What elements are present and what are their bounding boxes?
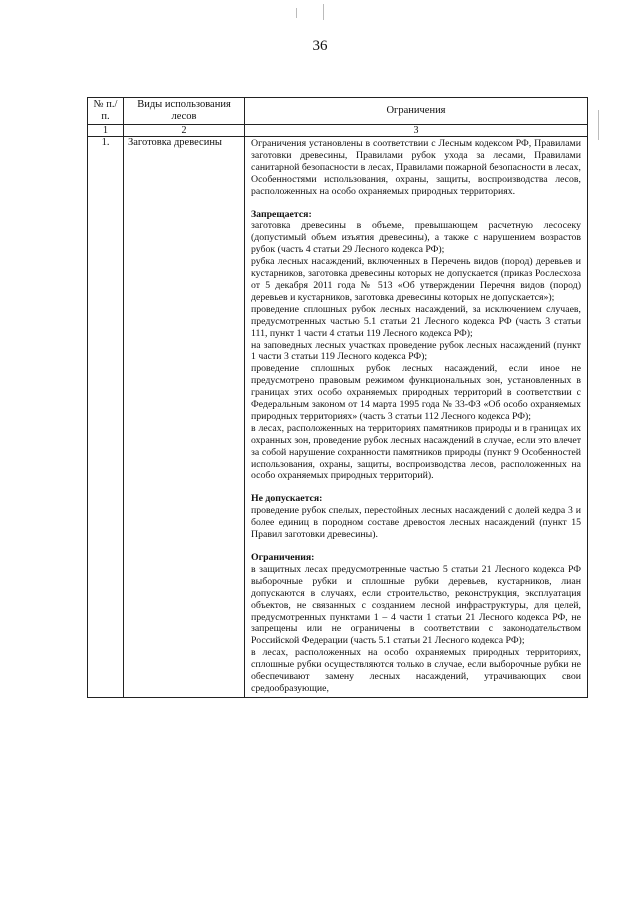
scan-artifact xyxy=(598,110,599,140)
page-number: 36 xyxy=(312,38,328,54)
header-number: № п./п. xyxy=(88,98,124,125)
column-number: 1 xyxy=(88,125,124,137)
not-allowed-text: проведение рубок спелых, перестойных лесных насаждений с долей кедра 3 и более единиц в породном составе древостоя лесных насаждений (пункт 15 Правил заготовки древесины). xyxy=(251,505,581,541)
prohibited-item: в лесах, расположенных на территориях памятников природы и в границах их охранных зон, проведение рубок лесных насаждений в случае, если это влечет за собой нарушение сохранности памятников природы (пункт 9 Особенностей использования, охраны, защиты, воспроизводства лесов, расположенных на особо охраняемых природных территорий). xyxy=(251,422,581,482)
row-forest-use-kind: Заготовка древесины xyxy=(124,137,245,698)
prohibited-item: на заповедных лесных участках проведение рубок лесных насаждений (пункт 1 части 3 статьи 119 Лесного кодекса РФ); xyxy=(251,339,581,363)
not-allowed-heading: Не допускается: xyxy=(251,493,323,505)
header-restrictions: Ограничения xyxy=(245,98,588,125)
prohibited-item: заготовка древесины в объеме, превышающем расчетную лесосеку (допустимый объем изъятия древесины), а также с нарушением возрастов рубок (часть 4 статьи 29 Лесного кодекса РФ); xyxy=(251,220,581,256)
header-forest-use-kind: Виды использования лесов xyxy=(124,98,245,125)
prohibited-item: проведение сплошных рубок лесных насаждений, если иное не предусмотрено правовым режимом функциональных зон, установленных в границах этих особо охраняемых природных территорий в соответствии с Федеральным законом от 14 марта 1995 года № 33-ФЗ «Об особо охраняемых природных территориях» (часть 3 статьи 112 Лесного кодекса РФ); xyxy=(251,363,581,422)
column-number: 2 xyxy=(124,125,245,137)
column-number-row xyxy=(88,125,588,137)
restrictions-item: в защитных лесах предусмотренные частью 5 статьи 21 Лесного кодекса РФ выборочные рубки и сплошные рубки деревьев, кустарников, лиан допускаются в случаях, если строительство, реконструкция, эксплуатация объектов, не связанных с созданием лесной инфраструктуры, для целей, предусмотренных пунктами 1 – 4 части 1 статьи 21 Лесного кодекса РФ, не запрещены или не ограничены в соответствии с законодательством Российской Федерации (часть 5.1 статьи 21 Лесного кодекса РФ); xyxy=(251,563,581,647)
prohibited-heading: Запрещается: xyxy=(251,208,312,220)
prohibited-item: проведение сплошных рубок лесных насаждений, за исключением случаев, предусмотренных частью 5.1 статьи 21 Лесного кодекса РФ (часть 3 статьи 111, пункт 1 части 4 статьи 119 Лесного кодекса РФ); xyxy=(251,303,581,339)
column-number: 3 xyxy=(245,125,588,137)
intro-paragraph: Ограничения установлены в соответствии с Лесным кодексом РФ, Правилами заготовки древесины, Правилами рубок ухода за лесами, Правилами санитарной безопасности в лесах, Правилами пожарной безопасности в лесах, Особенностями использования, охраны, защиты, воспроизводства лесов, расположенных на особо охраняемых природных территориях. xyxy=(251,138,581,197)
row-restrictions-text xyxy=(245,137,588,698)
restrictions-table xyxy=(87,97,588,698)
prohibited-item: рубка лесных насаждений, включенных в Перечень видов (пород) деревьев и кустарников, заготовка древесины которых не допускается (приказ Рослесхоза от 5 декабря 2011 года № 513 «Об утверждении Перечня видов (пород) деревьев и кустарников, заготовка древесины которых не допускается»); xyxy=(251,256,581,303)
scan-artifact xyxy=(296,8,297,18)
table-row xyxy=(88,137,588,698)
row-number: 1. xyxy=(88,137,124,698)
scan-artifact xyxy=(323,4,324,20)
restrictions-item: в лесах, расположенных на особо охраняемых природных территориях, сплошные рубки осуществляются только в случае, если выборочные рубки не обеспечивают замену лесных насаждений, утрачивающих свои средообразующие, xyxy=(251,647,581,694)
table-header-row xyxy=(88,98,588,125)
restrictions-heading: Ограничения: xyxy=(251,552,315,563)
